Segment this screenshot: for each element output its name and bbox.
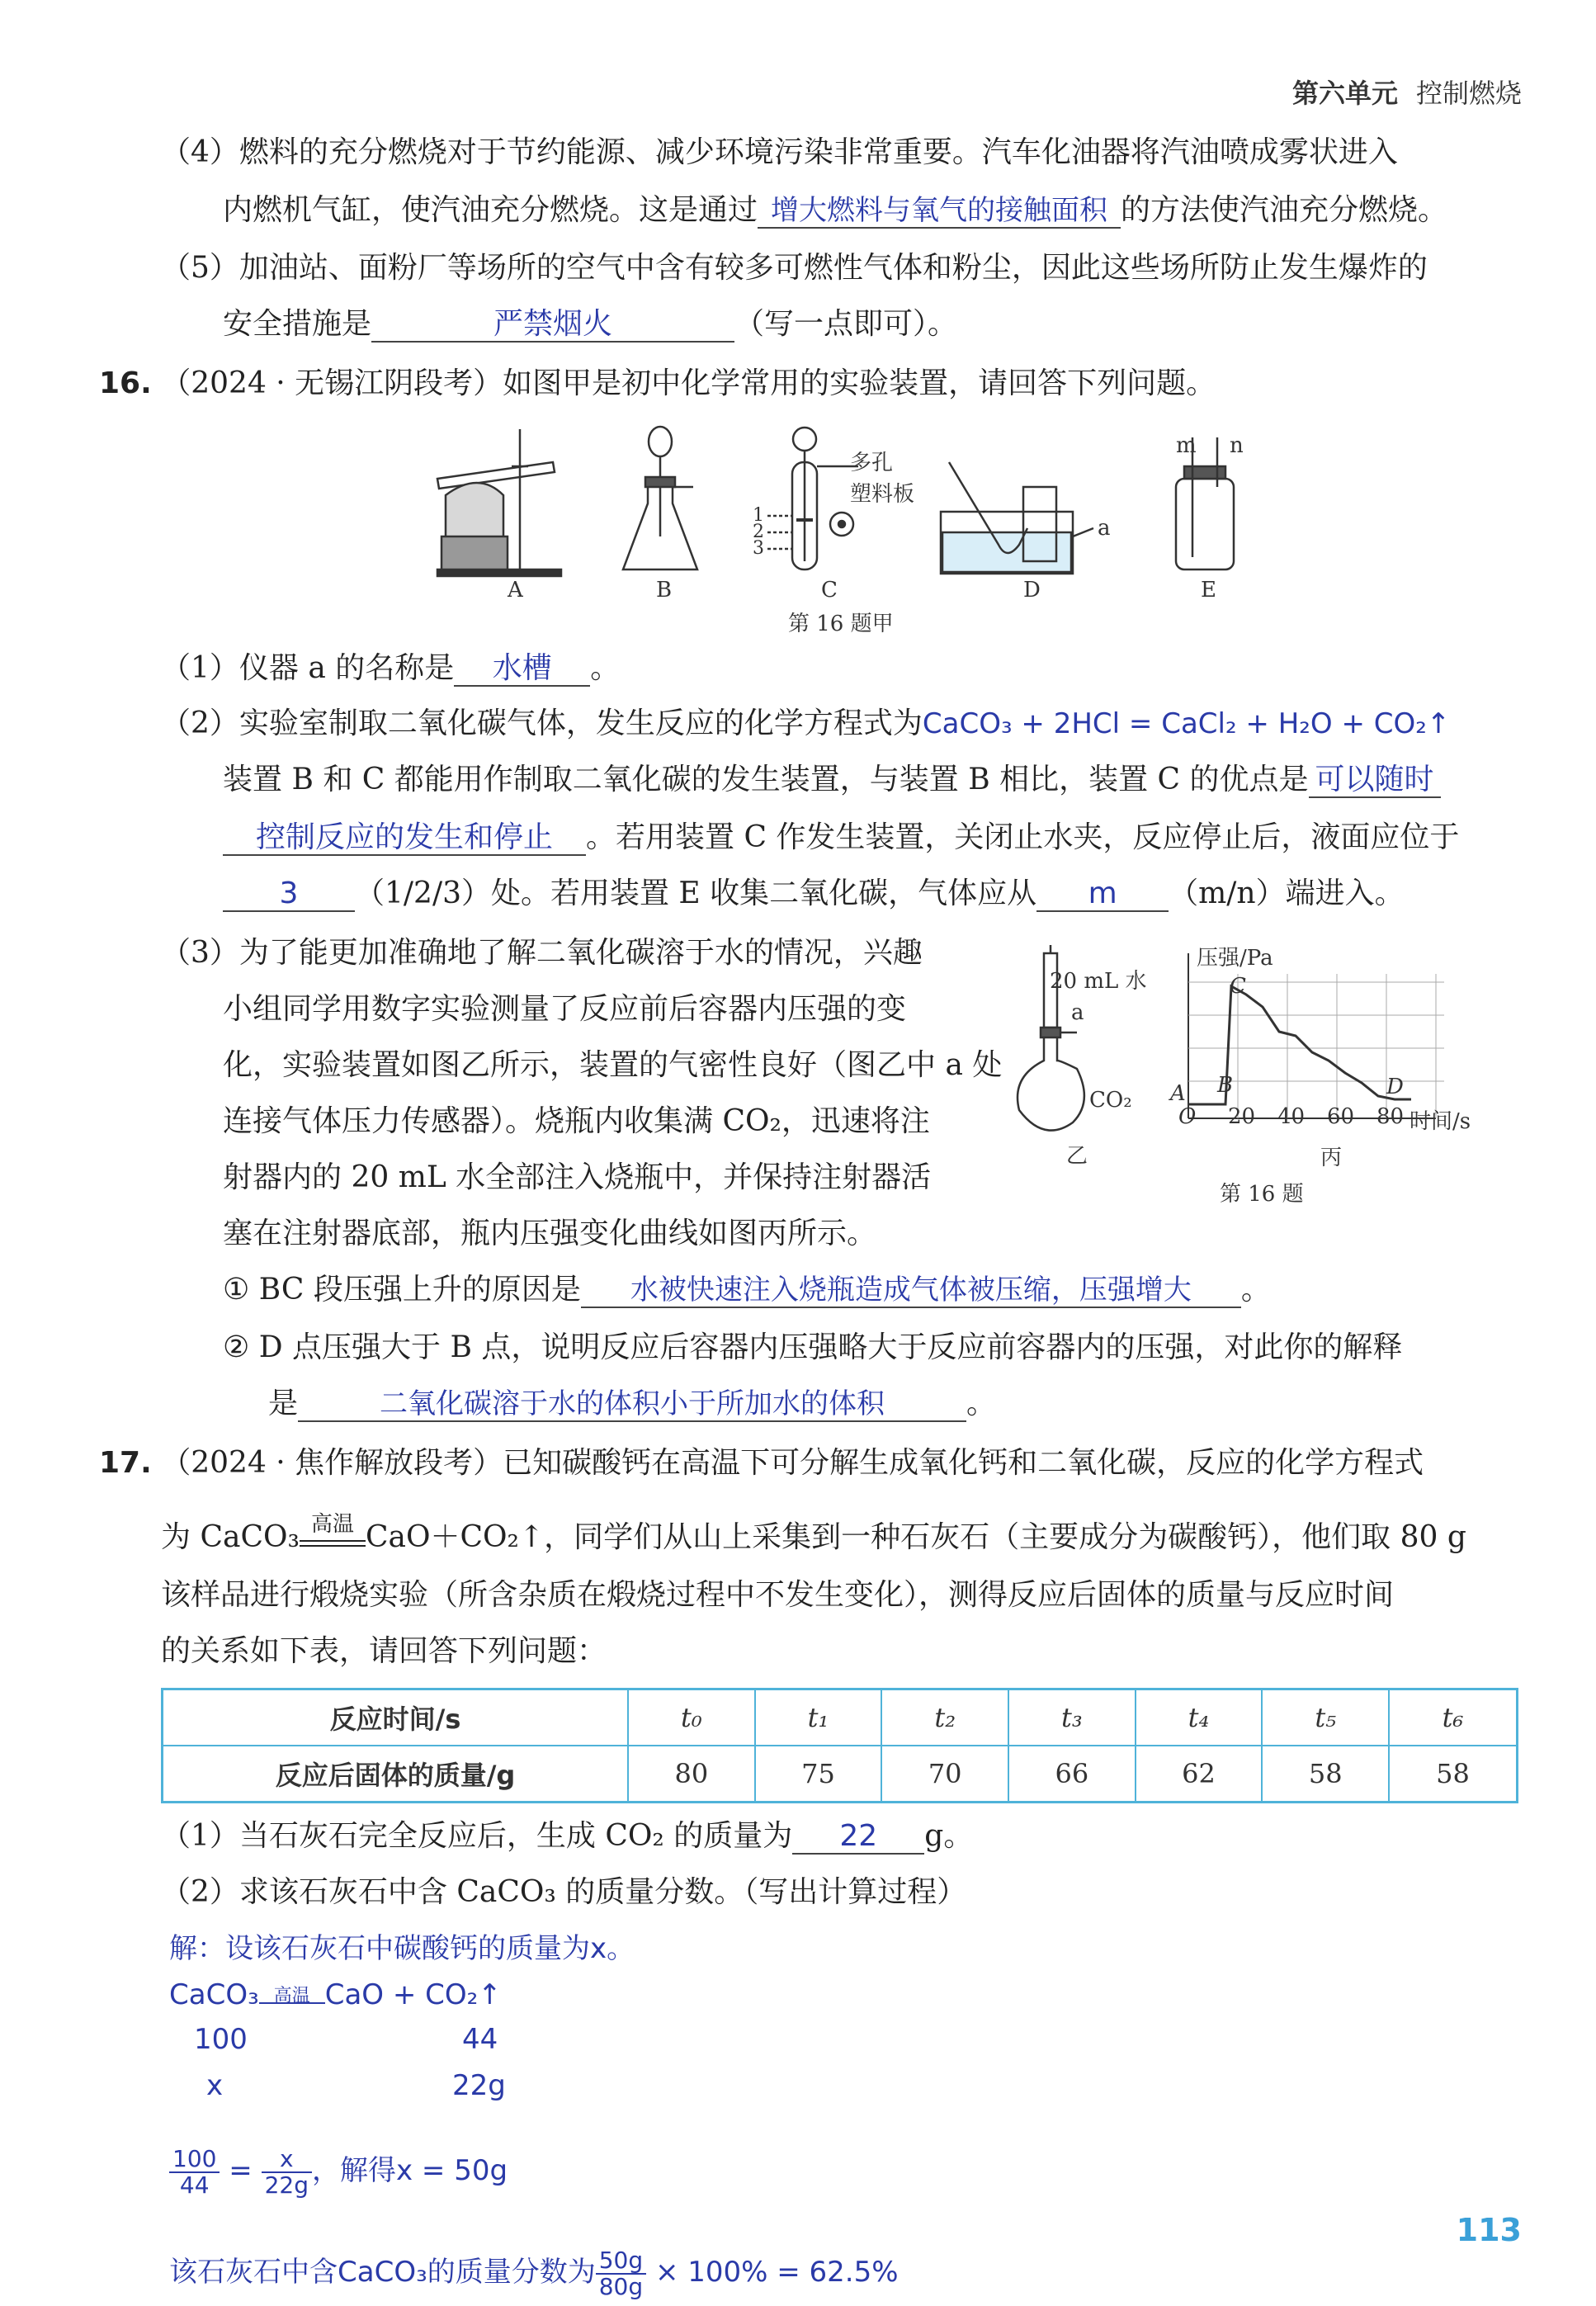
yi-figure-label: 乙: [1066, 1144, 1088, 1169]
table-cell: t₄: [1136, 1689, 1263, 1746]
q15-p4-line1: （4）燃料的充分燃烧对于节约能源、减少环境污染非常重要。汽车化油器将汽油喷成雾状进入: [161, 135, 1398, 169]
q16-p1-answer: 水槽: [454, 652, 590, 687]
yi-co2-label: CO₂: [1089, 1088, 1132, 1113]
sol-frac2-num: x: [262, 2147, 312, 2173]
q17-p1-pre: （1）当石灰石完全反应后，生成 CO₂ 的质量为: [161, 1819, 793, 1853]
bing-point-c: C: [1230, 974, 1246, 999]
q17-intro: （2024 · 焦作解放段考）已知碳酸钙在高温下可分解生成氧化钙和二氧化碳，反应的化学方程式: [161, 1446, 1424, 1480]
table-cell: t₂: [881, 1689, 1008, 1746]
sol-last-line: [169, 2243, 899, 2301]
apparatus-d: [941, 462, 1093, 574]
q15-p5-line1: （5）加油站、面粉厂等场所的空气中含有较多可燃性气体和粉尘，因此这些场所防止发生爆炸的: [161, 251, 1428, 285]
fig-level2: 2: [753, 522, 764, 542]
q16-p1: [161, 648, 620, 689]
fig-label-b: B: [656, 578, 673, 602]
running-header: [1292, 73, 1522, 111]
bing-point-d: D: [1386, 1075, 1404, 1099]
q16-p2-pre: （2）实验室制取二氧化碳气体，发生反应的化学方程式为: [161, 706, 923, 740]
q17-eq-post: CaO＋CO₂↑，同学们从山上采集到一种石灰石（主要成分为碳酸钙），他们取 80 g: [365, 1520, 1466, 1554]
fig-n-label: n: [1230, 433, 1244, 458]
table-cell: t₀: [628, 1689, 755, 1746]
sol-proportion: $\frac{100}{44}$ = $\frac{x}{22g}$ ，解得x = 50g: [169, 2142, 508, 2200]
table-cell: 75: [755, 1746, 882, 1803]
table-cell: 70: [881, 1746, 1008, 1803]
fig-label-d: D: [1023, 578, 1041, 602]
bing-tick-40: 40: [1277, 1104, 1306, 1129]
apparatus-a: [437, 429, 561, 576]
q16-p2-line3: [223, 817, 1459, 858]
table-cell: t₅: [1262, 1689, 1389, 1746]
fig2-caption: 第 16 题: [1220, 1182, 1304, 1207]
q15-p5-pre: 安全措施是: [223, 307, 372, 341]
q16-p2-answer-port: m: [1036, 877, 1169, 912]
fig-label-e: E: [1201, 578, 1216, 602]
q16-p2-equation: CaCO₃ + 2HCl = CaCl₂ + H₂O + CO₂↑: [922, 707, 1451, 740]
q16-sub1-post: 。: [1240, 1273, 1271, 1307]
sol-eq-right: CaO + CO₂↑: [324, 1978, 502, 2011]
fig-caption-jia: 第 16 题甲: [788, 612, 894, 636]
yi-a-label: a: [1071, 1000, 1084, 1025]
reaction-table: [161, 1688, 1518, 1803]
table-cell: 80: [628, 1746, 755, 1803]
sol-eq-left: CaCO₃: [169, 1978, 259, 2011]
sol-equation: [169, 1974, 502, 2015]
page-number: 113: [1456, 2212, 1522, 2248]
q16-sub2-line2: [268, 1383, 996, 1425]
table-cell: 62: [1136, 1746, 1263, 1803]
bing-tick-80: 80: [1376, 1104, 1405, 1129]
q15-p4-answer: 增大燃料与氧气的接触面积: [758, 194, 1121, 229]
q17-eq-pre: 为 CaCO₃: [161, 1520, 300, 1554]
sol-frac1-den: 44: [179, 2171, 210, 2199]
q17-number: 17.: [99, 1446, 152, 1480]
q16-sub2-pre: 是: [268, 1387, 299, 1420]
fig-plate2: 塑料板: [850, 482, 915, 507]
q15-p4-post: 的方法使汽油充分燃烧。: [1121, 193, 1448, 227]
q17-equation-line: [161, 1512, 1466, 1558]
bing-xlabel: 时间/s: [1409, 1109, 1471, 1134]
sol-line1: 解：设该石灰石中碳酸钙的质量为x。: [169, 1932, 635, 1965]
q16-sub1-answer: 水被快速注入烧瓶造成气体被压缩，压强增大: [581, 1273, 1241, 1308]
q16-p2-answer-a: 可以随时: [1309, 763, 1441, 798]
q16-p1-post: 。: [590, 651, 621, 685]
apparatus-b: [623, 427, 697, 569]
table-cell: 58: [1262, 1746, 1389, 1803]
table-header-time: 反应时间/s: [163, 1689, 629, 1746]
q17-line3: 该样品进行煅烧实验（所含杂质在煅烧过程中不发生变化），测得反应后固体的质量与反应时间: [161, 1578, 1395, 1612]
apparatus-c: [767, 428, 858, 569]
bing-point-b: B: [1217, 1073, 1234, 1098]
fig-m-label: m: [1176, 433, 1197, 458]
q16-p2-line4: [223, 873, 1405, 914]
q16-p3-line6: 塞在注射器底部，瓶内压强变化曲线如图丙所示。: [223, 1217, 877, 1250]
q17-line4: 的关系如下表，请回答下列问题：: [161, 1634, 607, 1668]
table-header-mass: 反应后固体的质量/g: [163, 1746, 629, 1803]
q17-p2: （2）求该石灰石中含 CaCO₃ 的质量分数。（写出计算过程）: [161, 1875, 967, 1909]
q16-p2-line3-post: 。若用装置 C 作发生装置，关闭止水夹，反应停止后，液面应位于: [586, 820, 1460, 854]
sol-frac2-den: 22g: [264, 2171, 309, 2199]
bing-ylabel: 压强/Pa: [1197, 946, 1273, 971]
sol-m1: 100: [194, 2023, 248, 2056]
q15-p5-line2: [223, 304, 957, 345]
q16-sub1-pre: ① BC 段压强上升的原因是: [223, 1273, 581, 1307]
sol-frac1: [169, 2144, 220, 2199]
fig-plate1: 多孔: [850, 451, 894, 475]
q17-p1: [161, 1816, 973, 1857]
bing-figure-label: 丙: [1320, 1146, 1343, 1170]
q16-p3-line2: 小组同学用数字实验测量了反应前后容器内压强的变: [223, 992, 907, 1026]
q16-p1-pre: （1）仪器 a 的名称是: [161, 651, 455, 685]
fig-level3: 3: [753, 538, 764, 559]
q16-sub2-post: 。: [966, 1387, 997, 1420]
sol-last-pre: 该石灰石中含CaCO₃的质量分数为: [169, 2256, 596, 2289]
q17-p1-post: g。: [924, 1819, 974, 1853]
q17-eq-arrow: [300, 1512, 366, 1547]
q16-intro-line: [99, 363, 1216, 404]
bing-tick-20: 20: [1228, 1104, 1256, 1129]
q16-p2-line2: [223, 759, 1441, 801]
sol-last-frac: [596, 2248, 646, 2299]
q15-p5-answer: 严禁烟火: [371, 308, 734, 343]
table-cell: t₃: [1008, 1689, 1136, 1746]
q15-p4-line2: [223, 190, 1447, 231]
table-cell: 66: [1008, 1746, 1136, 1803]
q16-p3-line1: （3）为了能更加准确地了解二氧化碳溶于水的情况，兴趣: [161, 936, 923, 970]
sol-last-den: 80g: [598, 2272, 644, 2300]
sol-frac2: [262, 2144, 312, 2199]
q16-sub1: [223, 1269, 1271, 1311]
sol-m2: 44: [462, 2023, 498, 2056]
q16-sub2-line1: ② D 点压强大于 B 点，说明反应后容器内压强略大于反应前容器内的压强，对此你的解释: [223, 1330, 1403, 1364]
q17-line1: [99, 1443, 1424, 1484]
q15-p5-post: （写一点即可）。: [734, 307, 958, 341]
sol-frac1-num: 100: [169, 2147, 220, 2173]
bing-point-a: A: [1170, 1081, 1186, 1106]
unit-title: 第六单元: [1291, 78, 1398, 109]
q16-number: 16.: [99, 366, 152, 400]
q17-p1-answer: 22: [792, 1820, 924, 1855]
q16-p3-line4: 连接气体压力传感器）。烧瓶内收集满 CO₂，迅速将注: [223, 1104, 930, 1138]
sol-last-num: 50g: [596, 2248, 646, 2275]
bing-tick-60: 60: [1327, 1104, 1355, 1129]
q16-sub2-answer: 二氧化碳溶于水的体积小于所加水的体积: [298, 1387, 966, 1422]
fig-label-a: A: [508, 578, 523, 602]
q16-intro: （2024 · 无锡江阴段考）如图甲是初中化学常用的实验装置，请回答下列问题。: [161, 366, 1216, 400]
q16-p3-line5: 射器内的 20 mL 水全部注入烧瓶中，并保持注射器活: [223, 1160, 932, 1194]
q16-p2-line1: [161, 703, 1450, 744]
q16-p2-answer-b: 控制反应的发生和停止: [223, 821, 586, 856]
sol-eq-arrow: [259, 1986, 325, 2006]
sol-eq-condition: 高温: [273, 1986, 310, 2006]
sol-last-post: × 100% = 62.5%: [654, 2256, 899, 2289]
table-row: [163, 1746, 1518, 1803]
q16-p2-line4-post: （m/n）端进入。: [1169, 877, 1405, 910]
yi-water-label: 20 mL 水: [1050, 969, 1147, 994]
topic-title: 控制燃烧: [1415, 78, 1522, 109]
q16-p3-line3: 化，实验装置如图乙所示，装置的气密性良好（图乙中 a 处: [223, 1048, 1003, 1082]
q15-p4-pre: 内燃机气缸，使汽油充分燃烧。这是通过: [223, 193, 758, 227]
fig-a-label: a: [1098, 516, 1111, 541]
table-cell: t₁: [755, 1689, 882, 1746]
q17-eq-condition: 高温: [310, 1512, 354, 1537]
table-cell: t₆: [1389, 1689, 1517, 1746]
table-row: [163, 1689, 1518, 1746]
q16-p2-line4-mid: （1/2/3）处。若用装置 E 收集二氧化碳，气体应从: [355, 877, 1037, 910]
sol-22g: 22g: [452, 2069, 506, 2102]
fig-label-c: C: [821, 578, 838, 602]
fig-level1: 1: [753, 505, 764, 526]
bing-origin: O: [1178, 1104, 1197, 1129]
table-cell: 58: [1389, 1746, 1517, 1803]
sol-x: x: [206, 2069, 224, 2102]
q16-p2-answer-level: 3: [223, 877, 355, 912]
q16-p2-line2-pre: 装置 B 和 C 都能用作制取二氧化碳的发生装置，与装置 B 相比，装置 C 的优点是: [223, 763, 1309, 796]
sol-result: ，解得x = 50g: [311, 2154, 508, 2187]
